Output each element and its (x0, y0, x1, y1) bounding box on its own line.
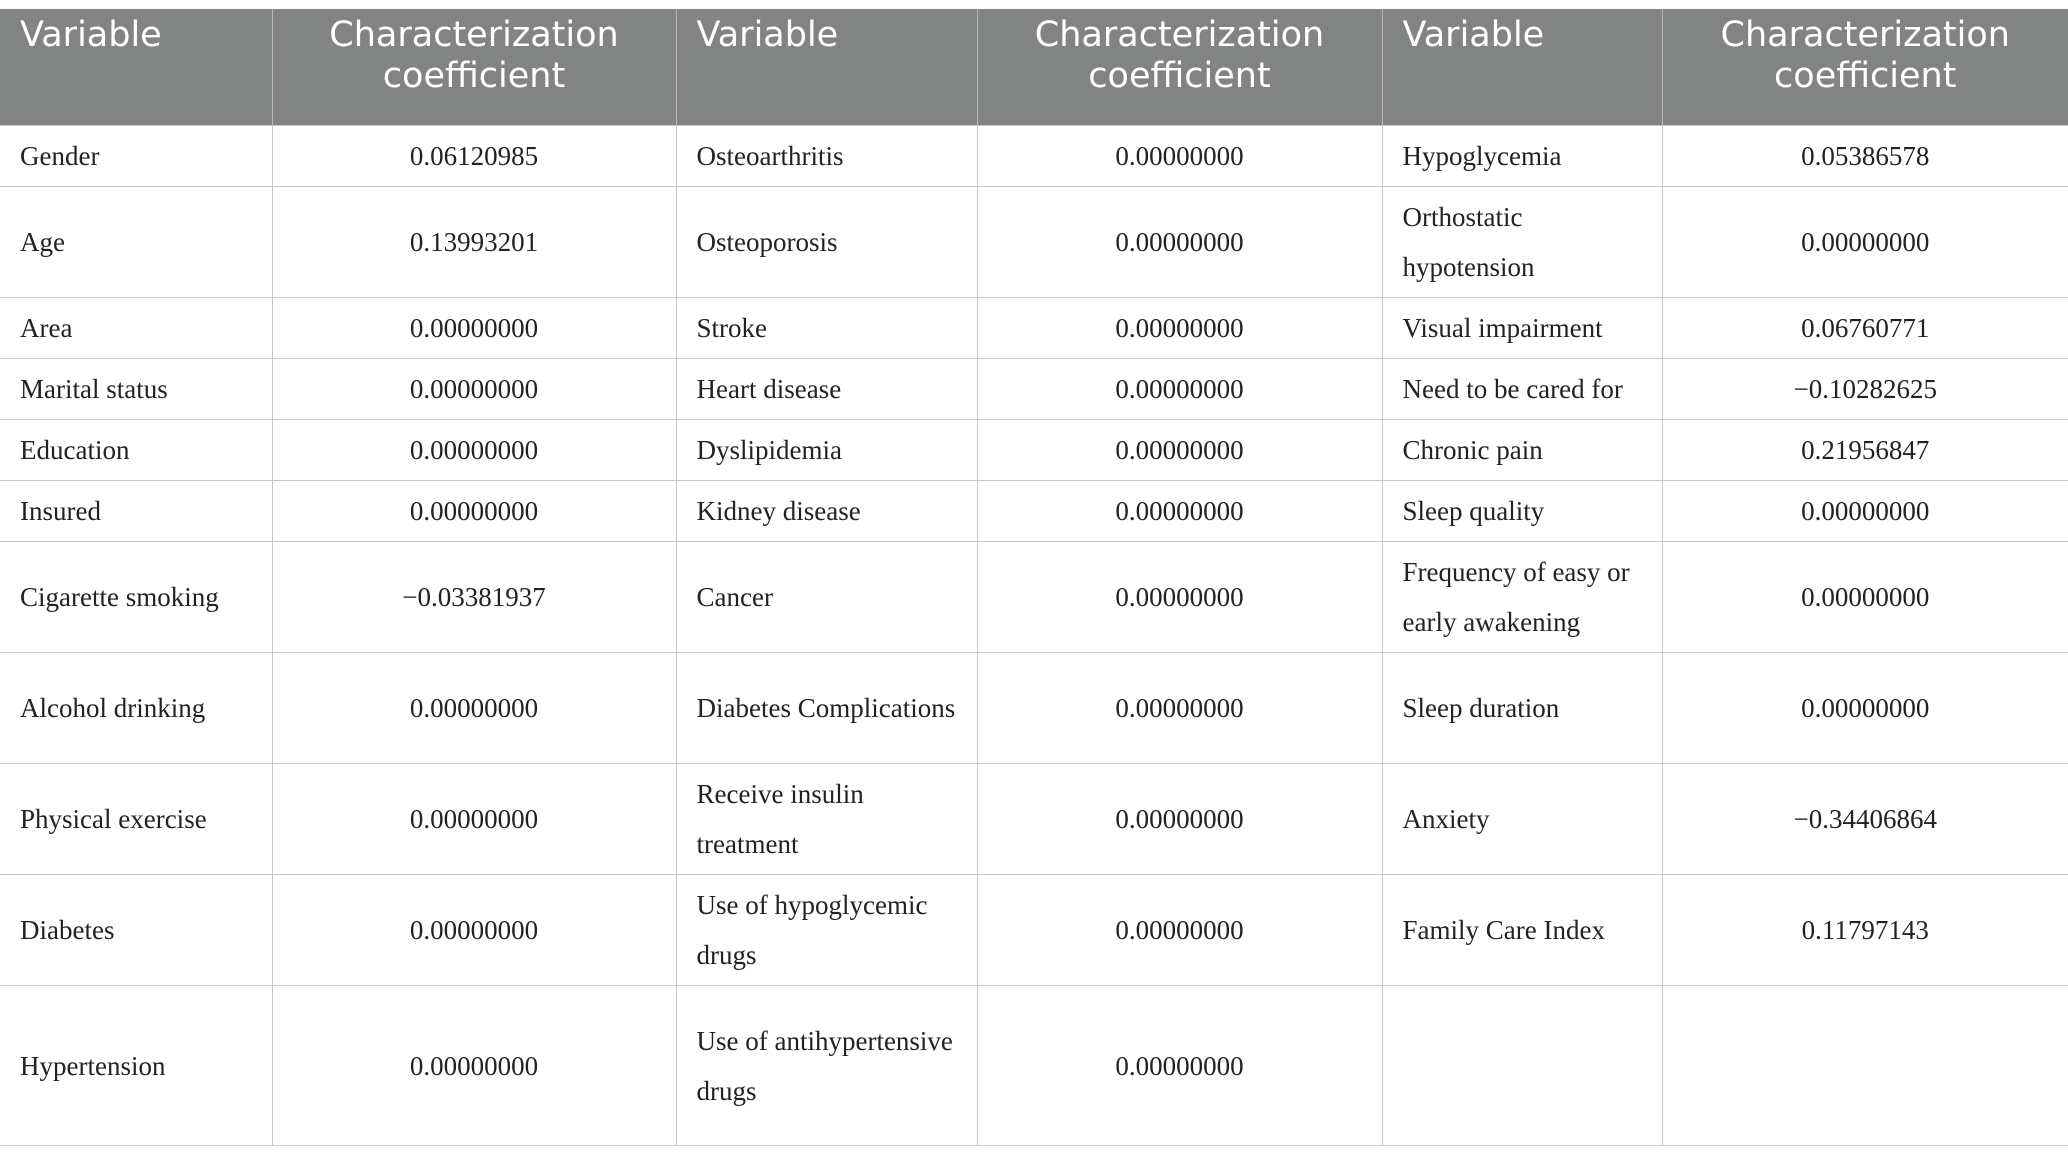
coefficient-cell: 0.00000000 (977, 986, 1382, 1146)
coefficient-cell: 0.00000000 (1662, 542, 2068, 653)
variable-cell: Need to be cared for (1382, 359, 1662, 420)
coefficient-cell: 0.00000000 (977, 420, 1382, 481)
variable-cell: Family Care Index (1382, 875, 1662, 986)
coefficient-cell: 0.00000000 (1662, 653, 2068, 764)
table-row (0, 420, 2068, 481)
coefficient-cell: 0.05386578 (1662, 126, 2068, 187)
coefficient-cell: 0.00000000 (272, 359, 676, 420)
variable-cell: Education (0, 420, 272, 481)
variable-cell: Use of antihypertensive drugs (676, 986, 977, 1146)
table-header (0, 9, 2068, 126)
coefficient-cell: 0.00000000 (272, 875, 676, 986)
table-row (0, 542, 2068, 653)
variable-cell: Frequency of easy or early awakening (1382, 542, 1662, 653)
coefficient-cell: 0.13993201 (272, 187, 676, 298)
variable-cell: Chronic pain (1382, 420, 1662, 481)
table-row (0, 481, 2068, 542)
variable-cell: Diabetes Complications (676, 653, 977, 764)
variable-cell: Sleep duration (1382, 653, 1662, 764)
coefficient-cell: 0.00000000 (977, 359, 1382, 420)
coefficient-cell: 0.21956847 (1662, 420, 2068, 481)
table-body (0, 126, 2068, 1146)
variable-cell: Hypertension (0, 986, 272, 1146)
header-row (0, 9, 2068, 126)
coefficient-cell: 0.00000000 (977, 126, 1382, 187)
variable-cell: Sleep quality (1382, 481, 1662, 542)
header-variable-3: Variable (1382, 9, 1662, 126)
coefficient-cell: 0.00000000 (977, 187, 1382, 298)
coefficient-cell: 0.00000000 (977, 298, 1382, 359)
table-row (0, 875, 2068, 986)
table-row (0, 653, 2068, 764)
coefficient-cell: −0.10282625 (1662, 359, 2068, 420)
coefficient-table (0, 9, 2068, 1146)
coefficient-cell: 0.00000000 (272, 481, 676, 542)
coefficient-cell: −0.34406864 (1662, 764, 2068, 875)
variable-cell: Use of hypoglycemic drugs (676, 875, 977, 986)
variable-cell: Receive insulin treatment (676, 764, 977, 875)
table-row (0, 298, 2068, 359)
header-variable-1: Variable (0, 9, 272, 126)
coefficient-cell: 0.00000000 (272, 298, 676, 359)
table-row (0, 986, 2068, 1146)
variable-cell: Visual impairment (1382, 298, 1662, 359)
table-row (0, 764, 2068, 875)
header-variable-2: Variable (676, 9, 977, 126)
coefficient-cell: 0.00000000 (272, 764, 676, 875)
variable-cell: Gender (0, 126, 272, 187)
variable-cell: Hypoglycemia (1382, 126, 1662, 187)
table-row (0, 359, 2068, 420)
header-coefficient-3: Characterization coefficient (1662, 9, 2068, 126)
coefficient-cell: 0.00000000 (1662, 187, 2068, 298)
variable-cell: Marital status (0, 359, 272, 420)
variable-cell: Anxiety (1382, 764, 1662, 875)
coefficient-cell: 0.00000000 (272, 986, 676, 1146)
coefficient-cell: 0.00000000 (977, 653, 1382, 764)
coefficient-cell: 0.00000000 (272, 420, 676, 481)
variable-cell: Physical exercise (0, 764, 272, 875)
variable-cell: Dyslipidemia (676, 420, 977, 481)
variable-cell: Diabetes (0, 875, 272, 986)
table-row (0, 126, 2068, 187)
variable-cell: Kidney disease (676, 481, 977, 542)
variable-cell: Cancer (676, 542, 977, 653)
coefficient-cell: −0.03381937 (272, 542, 676, 653)
variable-cell: Age (0, 187, 272, 298)
coefficient-cell: 0.00000000 (272, 653, 676, 764)
coefficient-cell: 0.06120985 (272, 126, 676, 187)
variable-cell: Osteoporosis (676, 187, 977, 298)
coefficient-cell: 0.00000000 (1662, 481, 2068, 542)
variable-cell: Alcohol drinking (0, 653, 272, 764)
coefficient-cell: 0.11797143 (1662, 875, 2068, 986)
variable-cell: Area (0, 298, 272, 359)
variable-cell: Stroke (676, 298, 977, 359)
coefficient-cell: 0.06760771 (1662, 298, 2068, 359)
coefficient-cell: 0.00000000 (977, 542, 1382, 653)
coefficient-cell: 0.00000000 (977, 764, 1382, 875)
header-coefficient-1: Characterization coefficient (272, 9, 676, 126)
variable-cell (1382, 986, 1662, 1146)
table-row (0, 187, 2068, 298)
variable-cell: Orthostatic hypotension (1382, 187, 1662, 298)
variable-cell: Insured (0, 481, 272, 542)
coefficient-cell: 0.00000000 (977, 875, 1382, 986)
variable-cell: Osteoarthritis (676, 126, 977, 187)
variable-cell: Cigarette smoking (0, 542, 272, 653)
header-coefficient-2: Characterization coefficient (977, 9, 1382, 126)
coefficient-cell: 0.00000000 (977, 481, 1382, 542)
variable-cell: Heart disease (676, 359, 977, 420)
coefficient-cell (1662, 986, 2068, 1146)
